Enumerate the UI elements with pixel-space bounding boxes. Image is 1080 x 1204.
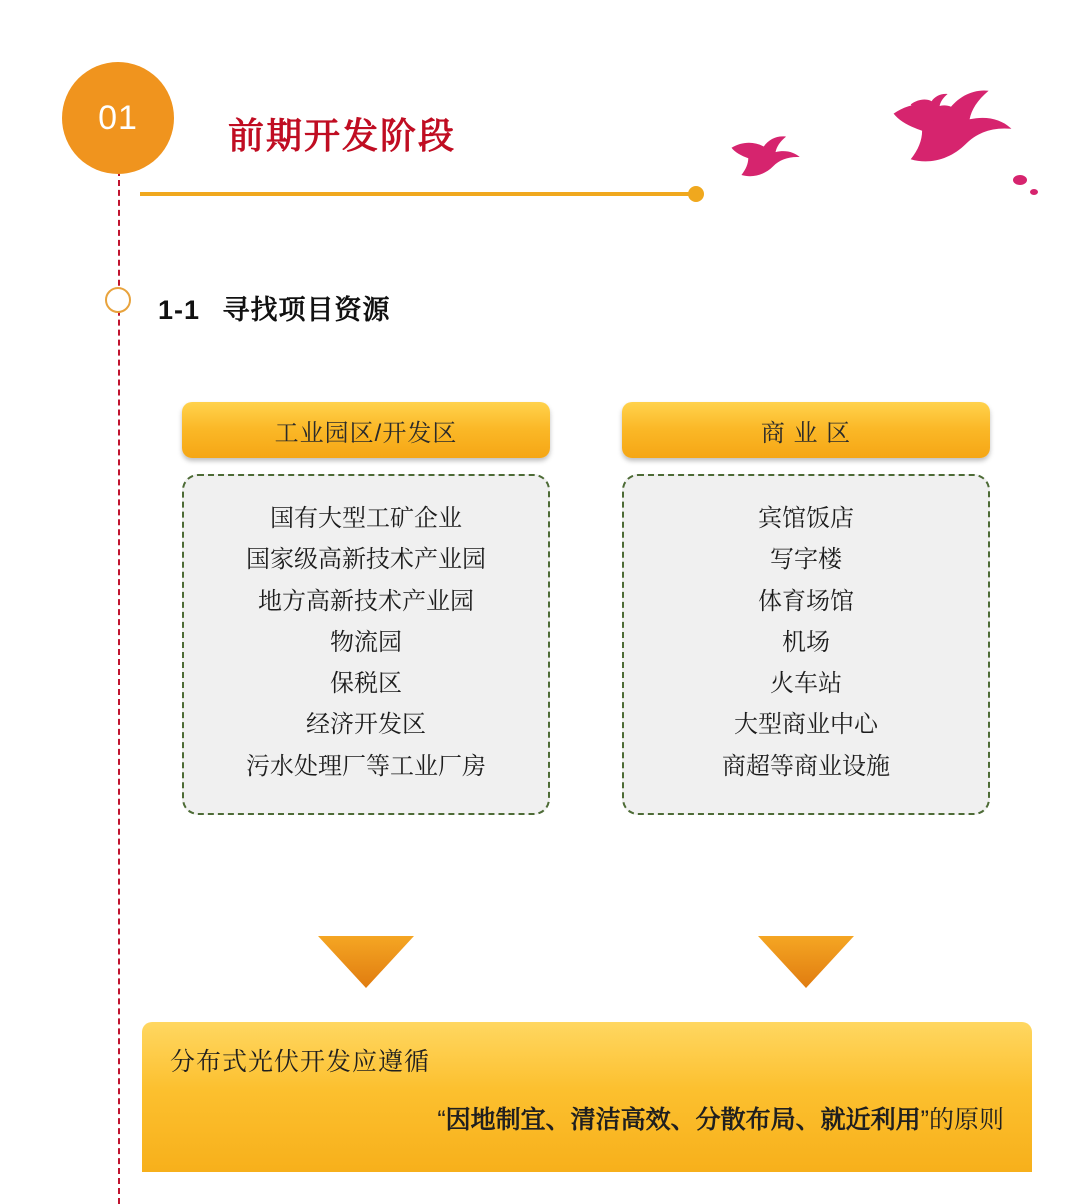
category-list-commercial bbox=[622, 474, 990, 815]
list-item: 物流园 bbox=[330, 628, 402, 656]
list-item: 经济开发区 bbox=[306, 711, 426, 739]
conclusion-line-1: 分布式光伏开发应遵循 bbox=[170, 1048, 431, 1076]
subsection-number: 1-1 bbox=[158, 295, 201, 325]
subsection-label: 寻找项目资源 bbox=[222, 295, 391, 325]
subsection-title bbox=[158, 288, 391, 327]
section-number-badge bbox=[62, 62, 174, 174]
list-item: 宾馆饭店 bbox=[758, 505, 854, 532]
list-item: 保税区 bbox=[330, 670, 402, 698]
conclusion-line-2 bbox=[170, 1100, 1004, 1136]
conclusion-panel bbox=[142, 1022, 1032, 1172]
list-item: 体育场馆 bbox=[758, 587, 854, 615]
list-item: 污水处理厂等工业厂房 bbox=[246, 752, 486, 780]
list-item: 地方高新技术产业园 bbox=[258, 587, 474, 615]
category-list-industrial bbox=[182, 474, 550, 815]
page-title: 前期开发阶段 bbox=[228, 115, 457, 156]
header-divider-dot bbox=[688, 186, 704, 202]
category-header-industrial: 工业园区/开发区 bbox=[182, 402, 550, 458]
list-item: 火车站 bbox=[770, 670, 842, 698]
conclusion-principle: 因地制宜、清洁高效、分散布局、就近利用 bbox=[445, 1106, 921, 1134]
chevron-down-icon bbox=[318, 936, 414, 988]
category-column-industrial bbox=[182, 402, 550, 815]
list-item: 大型商业中心 bbox=[734, 711, 878, 739]
conclusion-line-2-tail: 的原则 bbox=[928, 1106, 1004, 1134]
timeline-node-marker bbox=[105, 287, 131, 313]
list-item: 国有大型工矿企业 bbox=[270, 505, 462, 532]
quote-open: “ bbox=[437, 1106, 446, 1134]
quote-close: ” bbox=[920, 1106, 929, 1134]
list-item: 商超等商业设施 bbox=[722, 752, 890, 780]
category-header-commercial: 商 业 区 bbox=[622, 402, 990, 458]
chevron-down-icon bbox=[758, 936, 854, 988]
header-divider bbox=[140, 192, 700, 196]
list-item: 机场 bbox=[782, 628, 830, 656]
section-number-label: 01 bbox=[98, 98, 138, 137]
list-item: 写字楼 bbox=[770, 546, 842, 574]
category-column-commercial bbox=[622, 402, 990, 815]
list-item: 国家级高新技术产业园 bbox=[246, 546, 486, 574]
birds-decoration bbox=[720, 50, 1060, 300]
